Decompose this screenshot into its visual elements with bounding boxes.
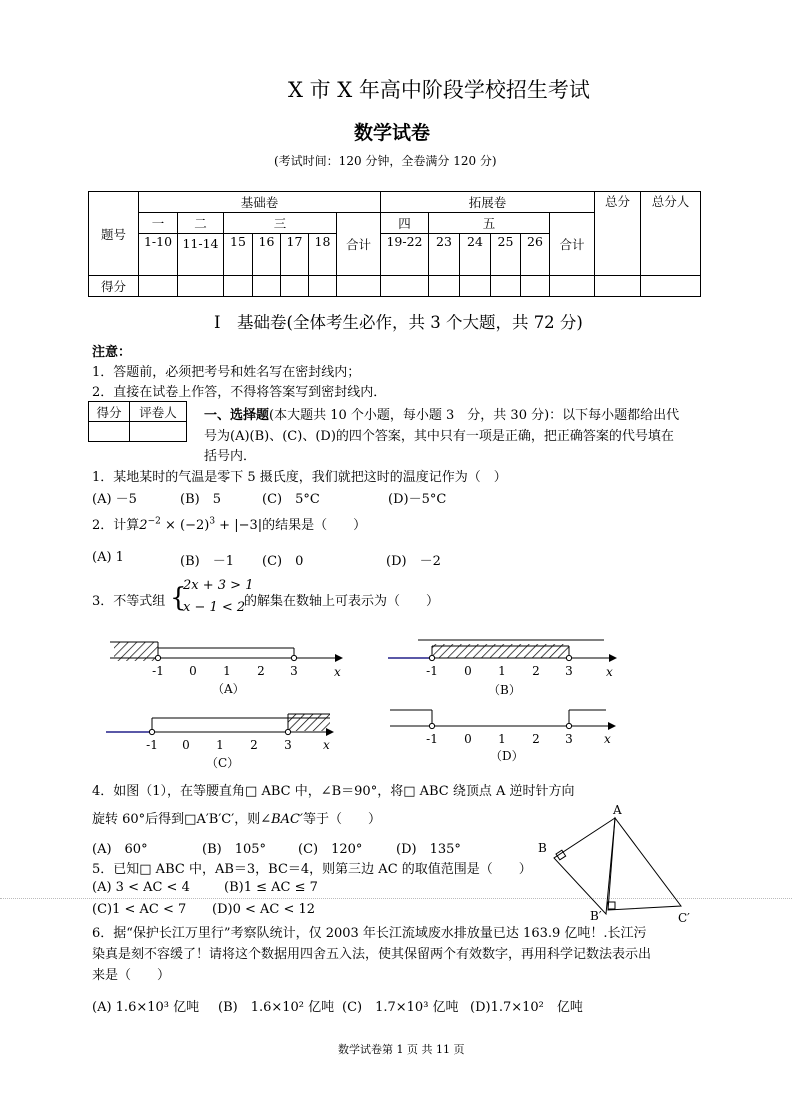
score-cell[interactable] xyxy=(429,276,460,297)
q5-option-d: (D)0 < AC < 12 xyxy=(212,902,316,917)
q6-option-a: (A) 1.6×10³ 亿吨 xyxy=(92,1000,200,1015)
figure-label-c: （C） xyxy=(206,756,240,770)
basic-header: 基础卷 xyxy=(139,192,381,213)
tick-label: 0 xyxy=(464,732,472,746)
part1-heading: 一、选择题 xyxy=(204,408,270,423)
tick-label: 3 xyxy=(284,738,292,752)
q1-option-c: (C) 5°C xyxy=(262,492,320,507)
part1-line-1 xyxy=(204,404,679,423)
notice-label: 注意： xyxy=(92,345,132,360)
q4-angle: ∠BAC′ xyxy=(260,812,303,827)
q4-line-1: 4．如图（1），在等腰直角□ ABC 中，∠B＝90°，将□ ABC 绕顶点 A 逆时针方向 xyxy=(92,784,575,799)
q4-option-d: (D) 135° xyxy=(396,842,461,857)
col-label: 16 xyxy=(253,234,281,276)
exam-title: X 市 X 年高中阶段学校招生考试 xyxy=(288,78,590,102)
q2-stem: 2．计算$2^{-2} \times (-2)^3 + |-3|$的结果是（ ） xyxy=(92,516,367,533)
q6-line-3: 来是（ ） xyxy=(92,968,171,983)
q4-option-b: (B) 105° xyxy=(202,842,267,857)
score-cell[interactable] xyxy=(337,276,381,297)
tick-label: 3 xyxy=(290,664,298,678)
score-table xyxy=(88,191,701,297)
part1-line-2: 号为(A)(B)、(C)、(D)的四个答案，其中只有一项是正确，把正确答案的代号填在 xyxy=(204,429,674,444)
tick-label: 2 xyxy=(532,664,540,678)
part1-desc: (本大题共 10 个小题，每小题 3 分，共 30 分)：以下每小题都给出代 xyxy=(269,408,680,423)
extended-subtotal: 合计 xyxy=(550,213,595,276)
tick-label: -1 xyxy=(426,664,438,678)
col-label: 1-10 xyxy=(139,234,178,276)
q3-line-1: 2x + 3 > 1 xyxy=(183,578,254,593)
q2-option-d: (D) －2 xyxy=(386,554,441,569)
score-cell[interactable] xyxy=(139,276,178,297)
q3-suffix: 的解集在数轴上可表示为（ ） xyxy=(244,594,440,609)
q5-option-b: (B)1 ≤ AC ≤ 7 xyxy=(224,880,318,895)
number-line-a xyxy=(100,636,360,706)
page-footer: 数学试卷第 1 页 共 11 页 xyxy=(338,1043,465,1056)
number-line-c xyxy=(100,706,360,774)
score-cell[interactable] xyxy=(550,276,595,297)
q6-option-b: (B) 1.6×10² 亿吨 xyxy=(218,1000,335,1015)
score-cell[interactable] xyxy=(521,276,550,297)
axis-x-label: x xyxy=(604,732,611,746)
q6-option-c: (C) 1.7×10³ 亿吨 xyxy=(342,1000,459,1015)
paper-subtitle: 数学试卷 xyxy=(354,122,431,144)
tick-label: -1 xyxy=(152,664,164,678)
q3-line-2: x − 1 < 2 xyxy=(183,600,246,615)
tick-label: 1 xyxy=(223,664,231,678)
exam-info: (考试时间：120 分钟，全卷满分 120 分) xyxy=(274,154,497,168)
score-cell[interactable] xyxy=(491,276,521,297)
rotation-figure xyxy=(530,800,710,930)
col-label: 23 xyxy=(429,234,460,276)
col-label: 15 xyxy=(224,234,253,276)
q4-line-2-suffix: 等于（ ） xyxy=(302,812,381,827)
q1-stem: 1．某地某时的气温是零下 5 摄氏度，我们就把这时的温度记作为（ ） xyxy=(92,470,507,485)
figure-label-d: （D） xyxy=(490,749,524,763)
tick-label: 1 xyxy=(498,732,506,746)
grader-label: 评卷人 xyxy=(130,402,187,422)
q1-option-d: (D)－5°C xyxy=(388,492,447,507)
q4-line-2 xyxy=(92,808,381,827)
tick-label: 2 xyxy=(250,738,258,752)
q3-prefix: 3．不等式组 xyxy=(92,594,166,609)
vertex-c-prime-label: C′ xyxy=(678,911,690,925)
q2-prefix: 2．计算 xyxy=(92,518,140,533)
score-cell[interactable] xyxy=(460,276,491,297)
vertex-b-prime-label: B′ xyxy=(590,909,602,923)
total-person-header: 总分人 xyxy=(641,192,701,276)
grader-score-label: 得分 xyxy=(89,402,130,422)
tick-label: 3 xyxy=(565,664,573,678)
col-label: 11-14 xyxy=(178,234,224,276)
q4-option-a: (A) 60° xyxy=(92,842,148,857)
tick-label: 0 xyxy=(182,738,190,752)
q5-option-a: (A) 3 < AC < 4 xyxy=(92,880,190,895)
part-five-header: 五 xyxy=(429,213,550,234)
axis-x-label: x xyxy=(334,665,341,679)
q1-option-a: (A) －5 xyxy=(92,492,137,507)
notice-1: 1．答题前，必须把考号和姓名写在密封线内； xyxy=(92,365,361,380)
score-cell[interactable] xyxy=(309,276,337,297)
part-one-header: 一 xyxy=(139,213,178,234)
q6-option-d: (D)1.7×10² 亿吨 xyxy=(470,1000,583,1015)
col-label: 25 xyxy=(491,234,521,276)
tick-label: -1 xyxy=(426,732,438,746)
vertex-a-label: A xyxy=(613,803,622,817)
tick-label: 1 xyxy=(216,738,224,752)
col-label: 17 xyxy=(281,234,309,276)
grader-score-cell[interactable] xyxy=(89,422,130,442)
q6-line-1: 6．据“保护长江万里行”考察队统计，仅 2003 年长江流域废水排放量已达 163.9 亿吨！.长江污 xyxy=(92,926,647,941)
question-no-header: 题号 xyxy=(89,192,139,276)
vertex-b-label: B xyxy=(538,841,547,855)
part-two-header: 二 xyxy=(178,213,224,234)
notice-2: 2．直接在试卷上作答，不得将答案写到密封线内． xyxy=(92,385,387,400)
q5-option-c: (C)1 < AC < 7 xyxy=(92,902,187,917)
q2-option-c: (C) 0 xyxy=(262,554,304,569)
section-heading: I 基础卷(全体考生必作，共 3 个大题，共 72 分) xyxy=(214,313,583,332)
basic-subtotal: 合计 xyxy=(337,213,381,276)
tick-label: 0 xyxy=(464,664,472,678)
tick-label: 2 xyxy=(532,732,540,746)
part-four-header: 四 xyxy=(381,213,429,234)
q5-stem: 5．已知□ ABC 中，AB＝3，BC＝4，则第三边 AC 的取值范围是（ ） xyxy=(92,862,532,877)
score-cell[interactable] xyxy=(281,276,309,297)
q2-option-a: (A) 1 xyxy=(92,550,124,565)
col-label: 18 xyxy=(309,234,337,276)
part-three-header: 三 xyxy=(224,213,337,234)
q2-suffix: 的结果是（ ） xyxy=(262,518,367,533)
score-cell[interactable] xyxy=(381,276,429,297)
number-line-d xyxy=(384,702,634,770)
figure-label-b: （B） xyxy=(488,683,521,697)
col-label: 24 xyxy=(460,234,491,276)
grader-name-cell[interactable] xyxy=(130,422,187,442)
extended-header: 拓展卷 xyxy=(381,192,595,213)
tick-label: 3 xyxy=(565,732,573,746)
score-cell[interactable] xyxy=(178,276,224,297)
number-line-b xyxy=(384,636,634,706)
total-header: 总分 xyxy=(595,192,641,276)
tick-label: -1 xyxy=(146,738,158,752)
q1-option-b: (B) 5 xyxy=(180,492,221,507)
q4-line-2-prefix: 旋转 60°后得到□A′B′C′，则 xyxy=(92,812,261,827)
grader-table xyxy=(88,401,187,442)
axis-x-label: x xyxy=(323,738,330,752)
q2-option-b: (B) －1 xyxy=(180,554,234,569)
q4-option-c: (C) 120° xyxy=(298,842,363,857)
tick-label: 0 xyxy=(189,664,197,678)
part1-line-3: 括号内． xyxy=(204,449,257,464)
q6-line-2: 染真是刻不容缓了！请将这个数据用四舍五入法，使其保留两个有效数字，再用科学记数法表示出 xyxy=(92,947,652,962)
score-cell[interactable] xyxy=(224,276,253,297)
score-cell[interactable] xyxy=(253,276,281,297)
score-cell[interactable] xyxy=(595,276,641,297)
figure-label-a: （A） xyxy=(212,682,245,696)
brace-icon: { xyxy=(170,583,187,613)
tick-label: 1 xyxy=(498,664,506,678)
score-row-label: 得分 xyxy=(89,276,139,297)
axis-x-label: x xyxy=(606,665,613,679)
tick-label: 2 xyxy=(257,664,265,678)
col-label: 19-22 xyxy=(381,234,429,276)
score-cell[interactable] xyxy=(641,276,701,297)
col-label: 26 xyxy=(521,234,550,276)
